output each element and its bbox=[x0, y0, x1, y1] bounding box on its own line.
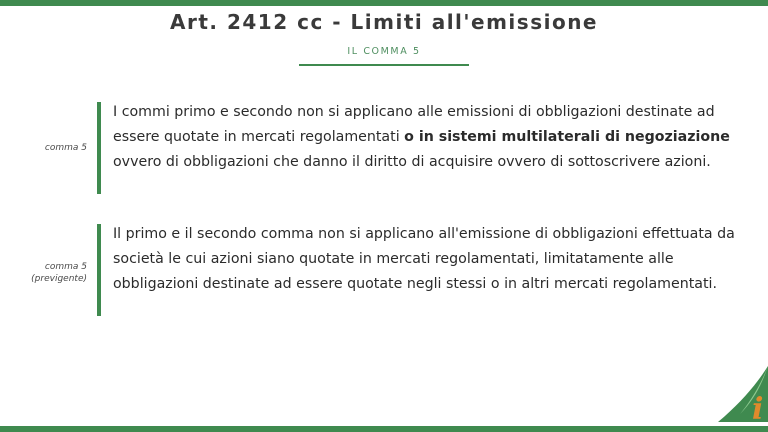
section-text-part: ovvero di obbligazioni che danno il diritto di acquisire ovvero di sottoscrivere azioni. bbox=[113, 154, 711, 170]
side-label: comma 5 bbox=[44, 143, 87, 153]
page-subtitle: IL COMMA 5 bbox=[347, 46, 421, 57]
page-title: Art. 2412 cc - Limiti all'emissione bbox=[170, 10, 598, 34]
section-text: Il primo e il secondo comma non si applicano all'emissione di obbligazioni effettuata da società le cui azioni siano quotate in mercati regolamentati, limitatamente alle obbligazioni destinate ad essere quotate negli stessi o in altri mercati regolamentati. bbox=[113, 226, 735, 292]
section-text-bold: o in sistemi multilaterali di negoziazione bbox=[404, 129, 730, 145]
info-letter: i bbox=[752, 392, 764, 426]
bottom-accent-bar bbox=[0, 426, 768, 432]
side-label bbox=[0, 262, 87, 285]
section-accent-bar bbox=[97, 102, 101, 194]
section-text bbox=[113, 100, 753, 175]
side-label-line: (previgente) bbox=[31, 273, 87, 284]
section-text-part: I commi primo e secondo non si applicano alle emissioni di obbligazioni destinate ad essere quotate in mercati regolamentati bbox=[113, 104, 715, 145]
section-accent-bar bbox=[97, 224, 101, 316]
side-label-line: comma 5 bbox=[44, 262, 87, 272]
info-corner-icon bbox=[712, 362, 768, 426]
subtitle-underline bbox=[299, 64, 469, 66]
top-accent-bar bbox=[0, 0, 768, 6]
